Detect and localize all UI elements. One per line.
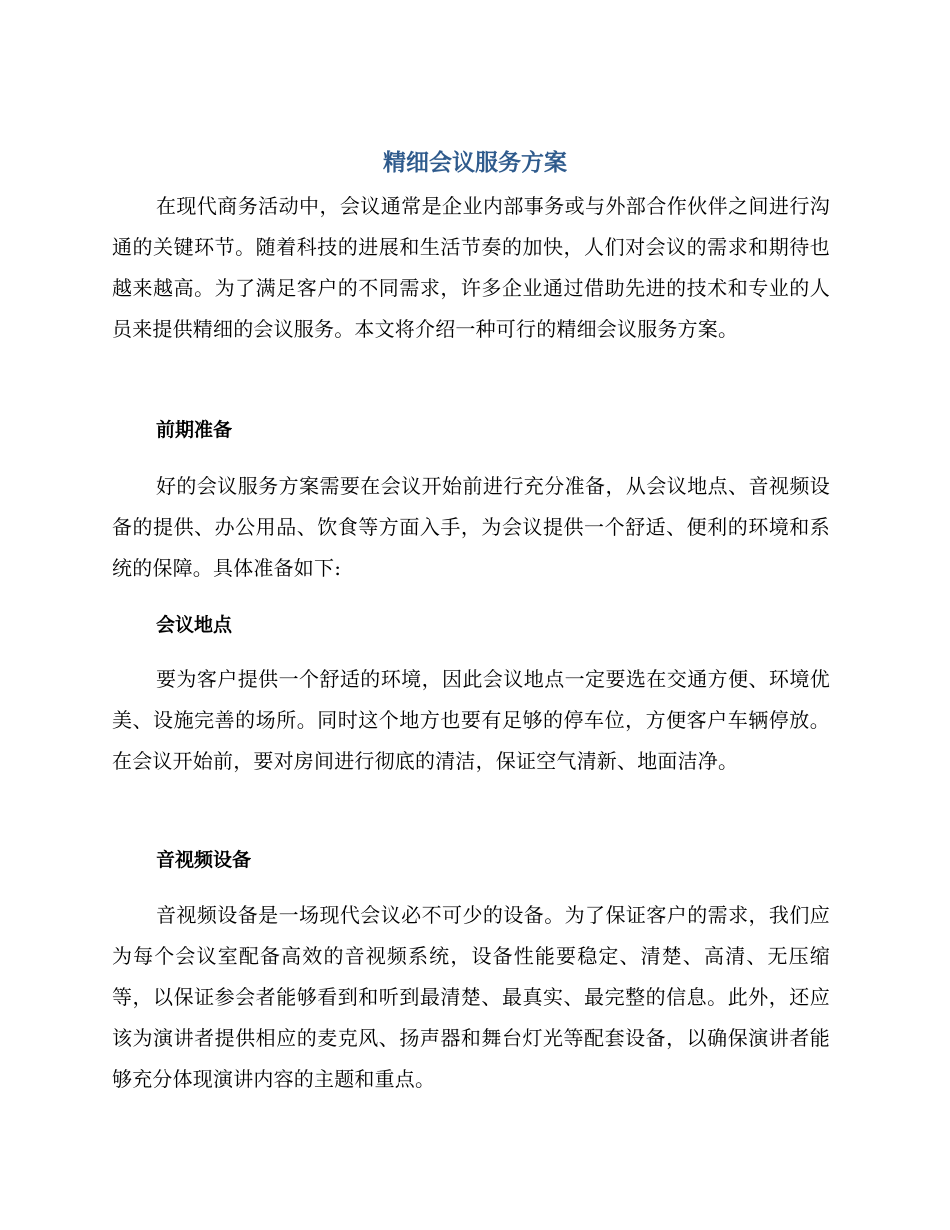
section-body-preparation: 好的会议服务方案需要在会议开始前进行充分准备，从会议地点、音视频设备的提供、办公用品、饮食等方面入手，为会议提供一个舒适、便利的环境和系统的保障。具体准备如下:	[112, 474, 830, 580]
section-body-av-equipment: 音视频设备是一场现代会议必不可少的设备。为了保证客户的需求，我们应为每个会议室配备高效的音视频系统，设备性能要稳定、清楚、高清、无压缩等，以保证参会者能够看到和听到最清楚、最真实、最完整的信息。此外，还应该为演讲者提供相应的麦克风、扬声器和舞台灯光等配套设备，以确保演讲者能够充分体现演讲内容的主题和重点。	[112, 903, 830, 1091]
document-title: 精细会议服务方案	[383, 150, 567, 176]
section-body-venue: 要为客户提供一个舒适的环境，因此会议地点一定要选在交通方便、环境优美、设施完善的场所。同时这个地方也要有足够的停车位，方便客户车辆停放。在会议开始前，要对房间进行彻底的清洁，保证空气清新、地面洁净。	[112, 667, 830, 773]
intro-paragraph: 在现代商务活动中，会议通常是企业内部事务或与外部合作伙伴之间进行沟通的关键环节。随着科技的进展和生活节奏的加快，人们对会议的需求和期待也越来越高。为了满足客户的不同需求，许多企业通过借助先进的技术和专业的人员来提供精细的会议服务。本文将介绍一种可行的精细会议服务方案。	[112, 194, 830, 341]
section-heading-venue: 会议地点	[156, 614, 233, 636]
section-heading-av-equipment: 音视频设备	[156, 849, 252, 871]
section-heading-preparation: 前期准备	[156, 419, 233, 441]
